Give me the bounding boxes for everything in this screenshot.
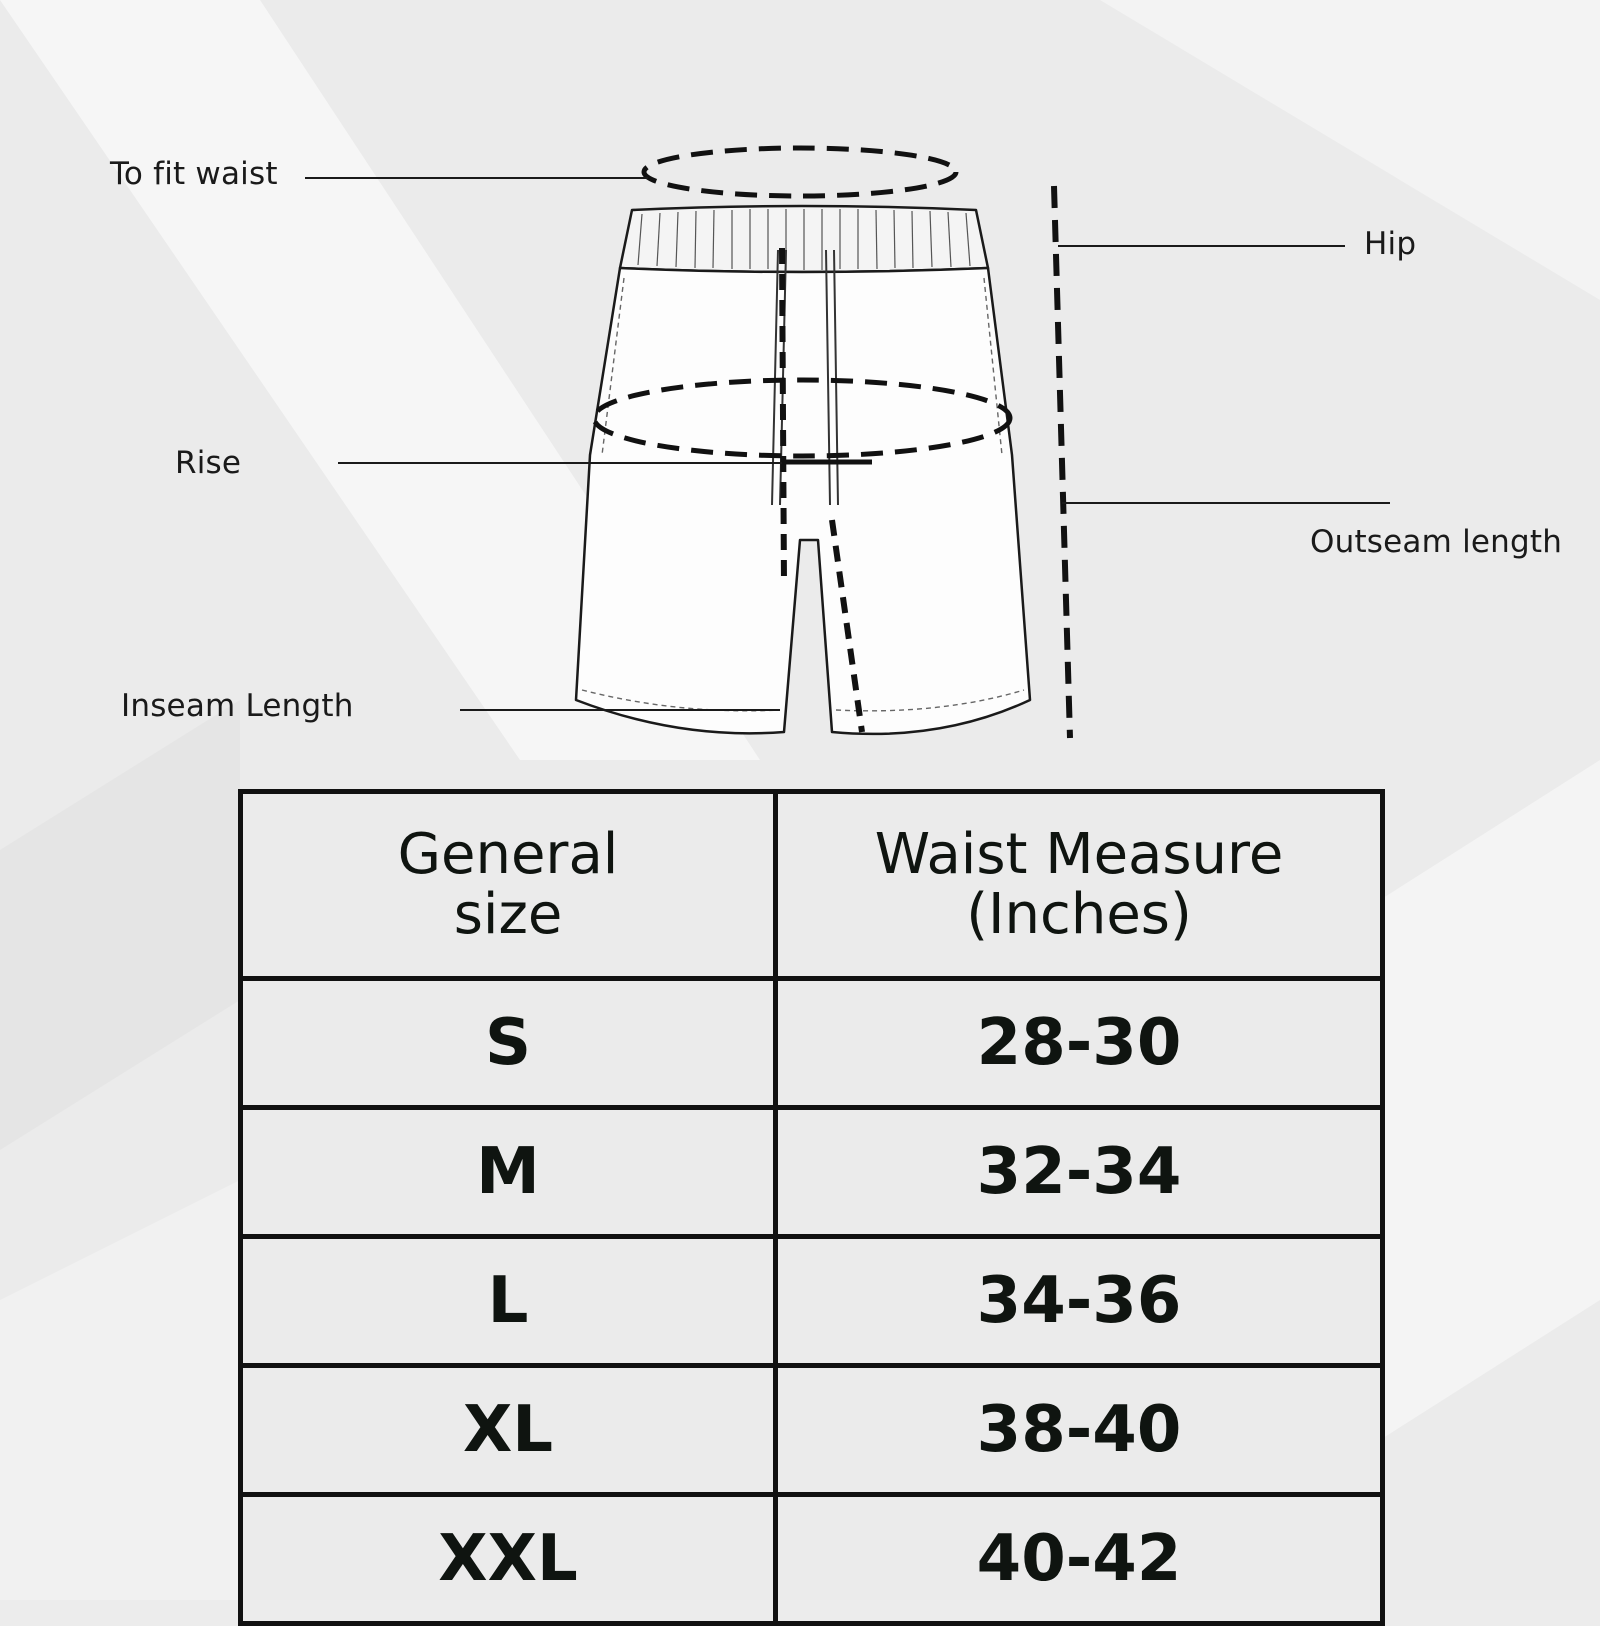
table-row [241,1495,1383,1624]
size-cell: XXL [241,1495,776,1624]
header-waist-measure-line2: (Inches) [966,882,1192,947]
header-waist-measure [776,792,1383,979]
size-cell: XL [241,1366,776,1495]
shorts-diagram [0,0,1600,780]
table-row [241,1237,1383,1366]
waist-cell: 40-42 [776,1495,1383,1624]
label-hip: Hip [1364,226,1417,262]
table-row [241,1366,1383,1495]
label-rise: Rise [175,445,242,481]
waist-cell: 28-30 [776,979,1383,1108]
label-to-fit-waist: To fit waist [110,156,278,192]
size-cell: M [241,1108,776,1237]
size-cell: L [241,1237,776,1366]
header-general-size [241,792,776,979]
shorts-outline [576,268,1030,734]
header-waist-measure-line1: Waist Measure [874,822,1284,887]
waist-cell: 34-36 [776,1237,1383,1366]
table-row [241,1108,1383,1237]
size-chart-table [238,789,1385,1626]
header-general-size-line1: General [397,822,619,887]
size-cell: S [241,979,776,1108]
table-header-row [241,792,1383,979]
header-general-size-line2: size [453,882,563,947]
waist-cell: 38-40 [776,1366,1383,1495]
label-inseam-length: Inseam Length [121,688,354,724]
waist-cell: 32-34 [776,1108,1383,1237]
table-row [241,979,1383,1108]
label-outseam-length: Outseam length [1310,524,1563,560]
